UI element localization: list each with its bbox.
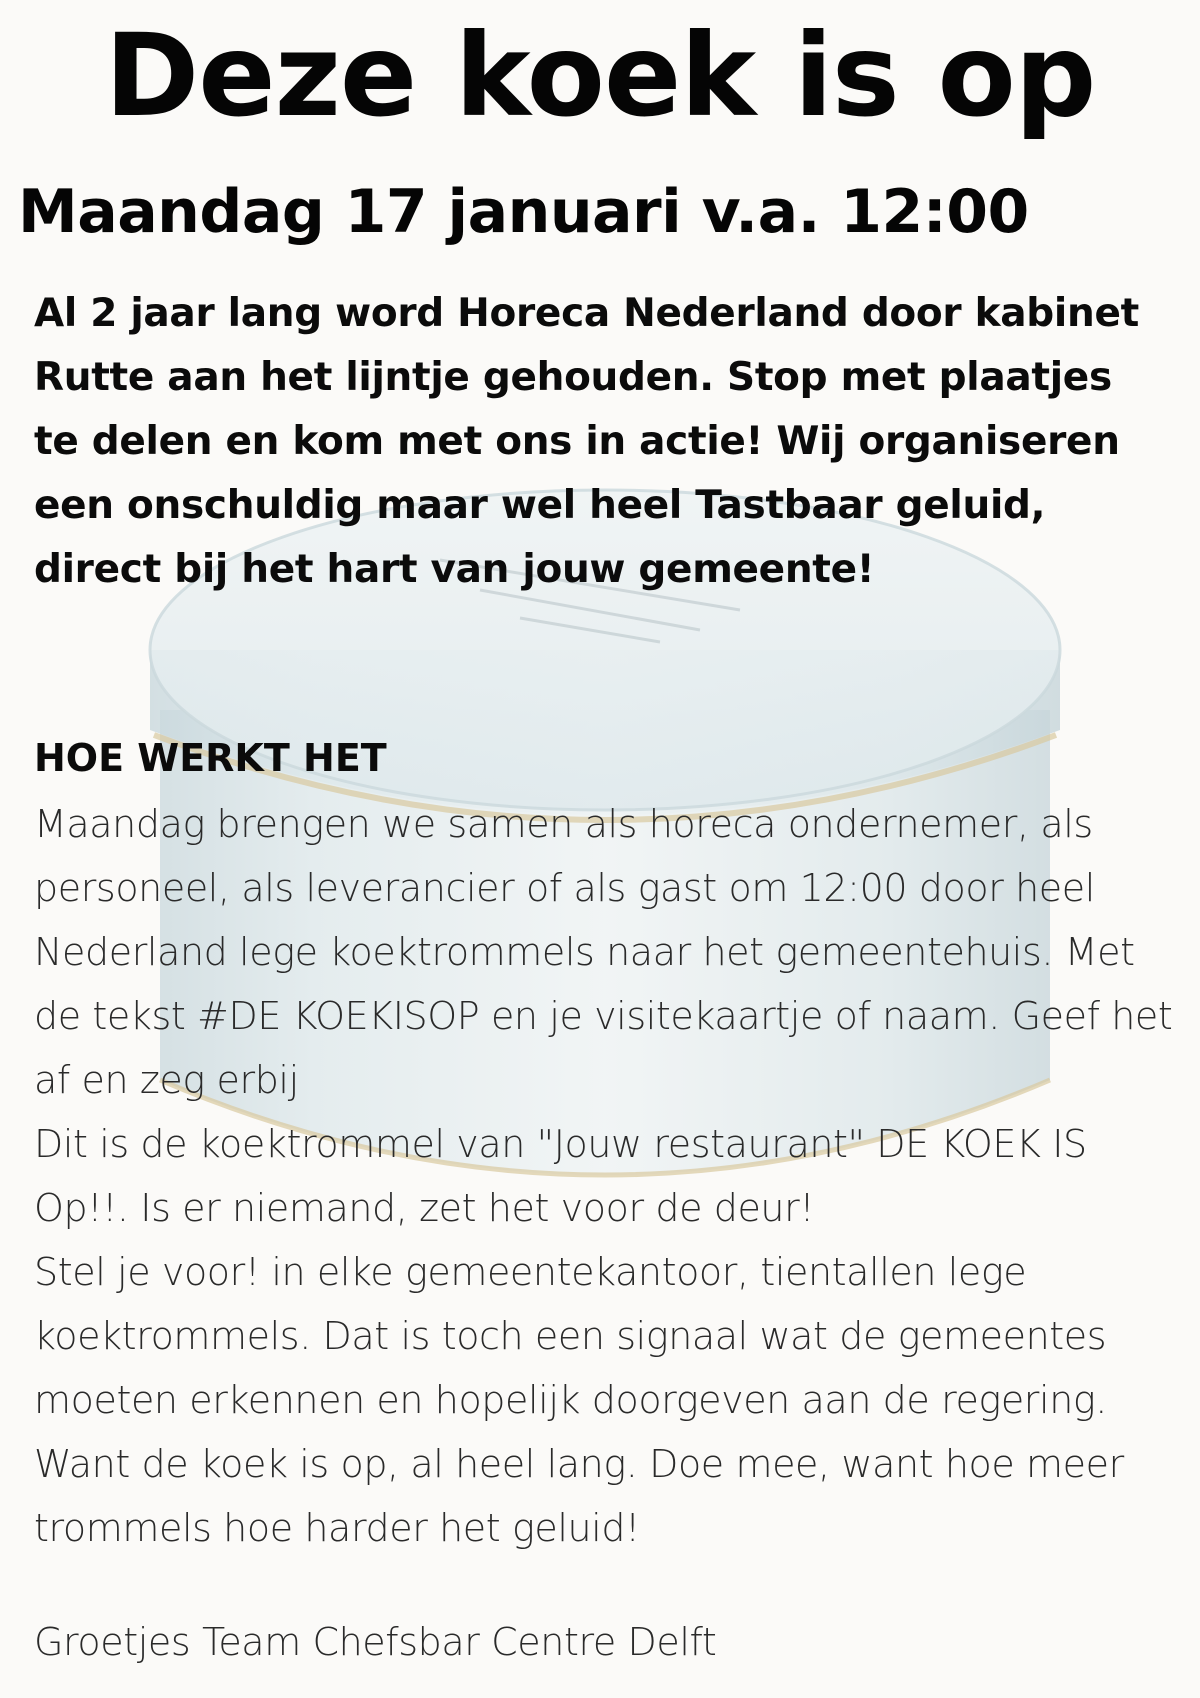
how-it-works-text: Maandag brengen we samen als horeca ondernemer, als personeel, als leverancier of als gast om 12:00 door heel Nederland lege koektrommels naar het gemeentehuis. Met de tekst #DE KOEKISOP en je visitekaartje of naam. Geef het af en zeg erbij Dit is de koektrommel van "Jouw restaurant" DE KOEK IS Op!!. Is er niemand, zet het voor de deur! Stel je voor! in elke gemeentekantoor, tientallen lege koektrommels. Dat is toch een signaal wat de gemeentes moeten erkennen en hopelijk doorgeven aan de regering. Want de koek is op, al heel lang. Doe mee, want hoe meer trommels hoe harder het geluid! [34,802,1173,1550]
how-it-works-heading: HOE WERKT HET [34,736,387,780]
sign-off: Groetjes Team Chefsbar Centre Delft [34,1620,717,1664]
poster-title: Deze koek is op [104,9,1096,142]
event-date: Maandag 17 januari v.a. 12:00 [18,177,1029,247]
intro-paragraph: Al 2 jaar lang word Horeca Nederland door kabinet Rutte aan het lijntje gehouden. Stop met plaatjes te delen en kom met ons in actie! Wij organiseren een onschuldig maar wel heel Tastbaar geluid, direct bij het hart van jouw gemeente! [34,291,1139,592]
